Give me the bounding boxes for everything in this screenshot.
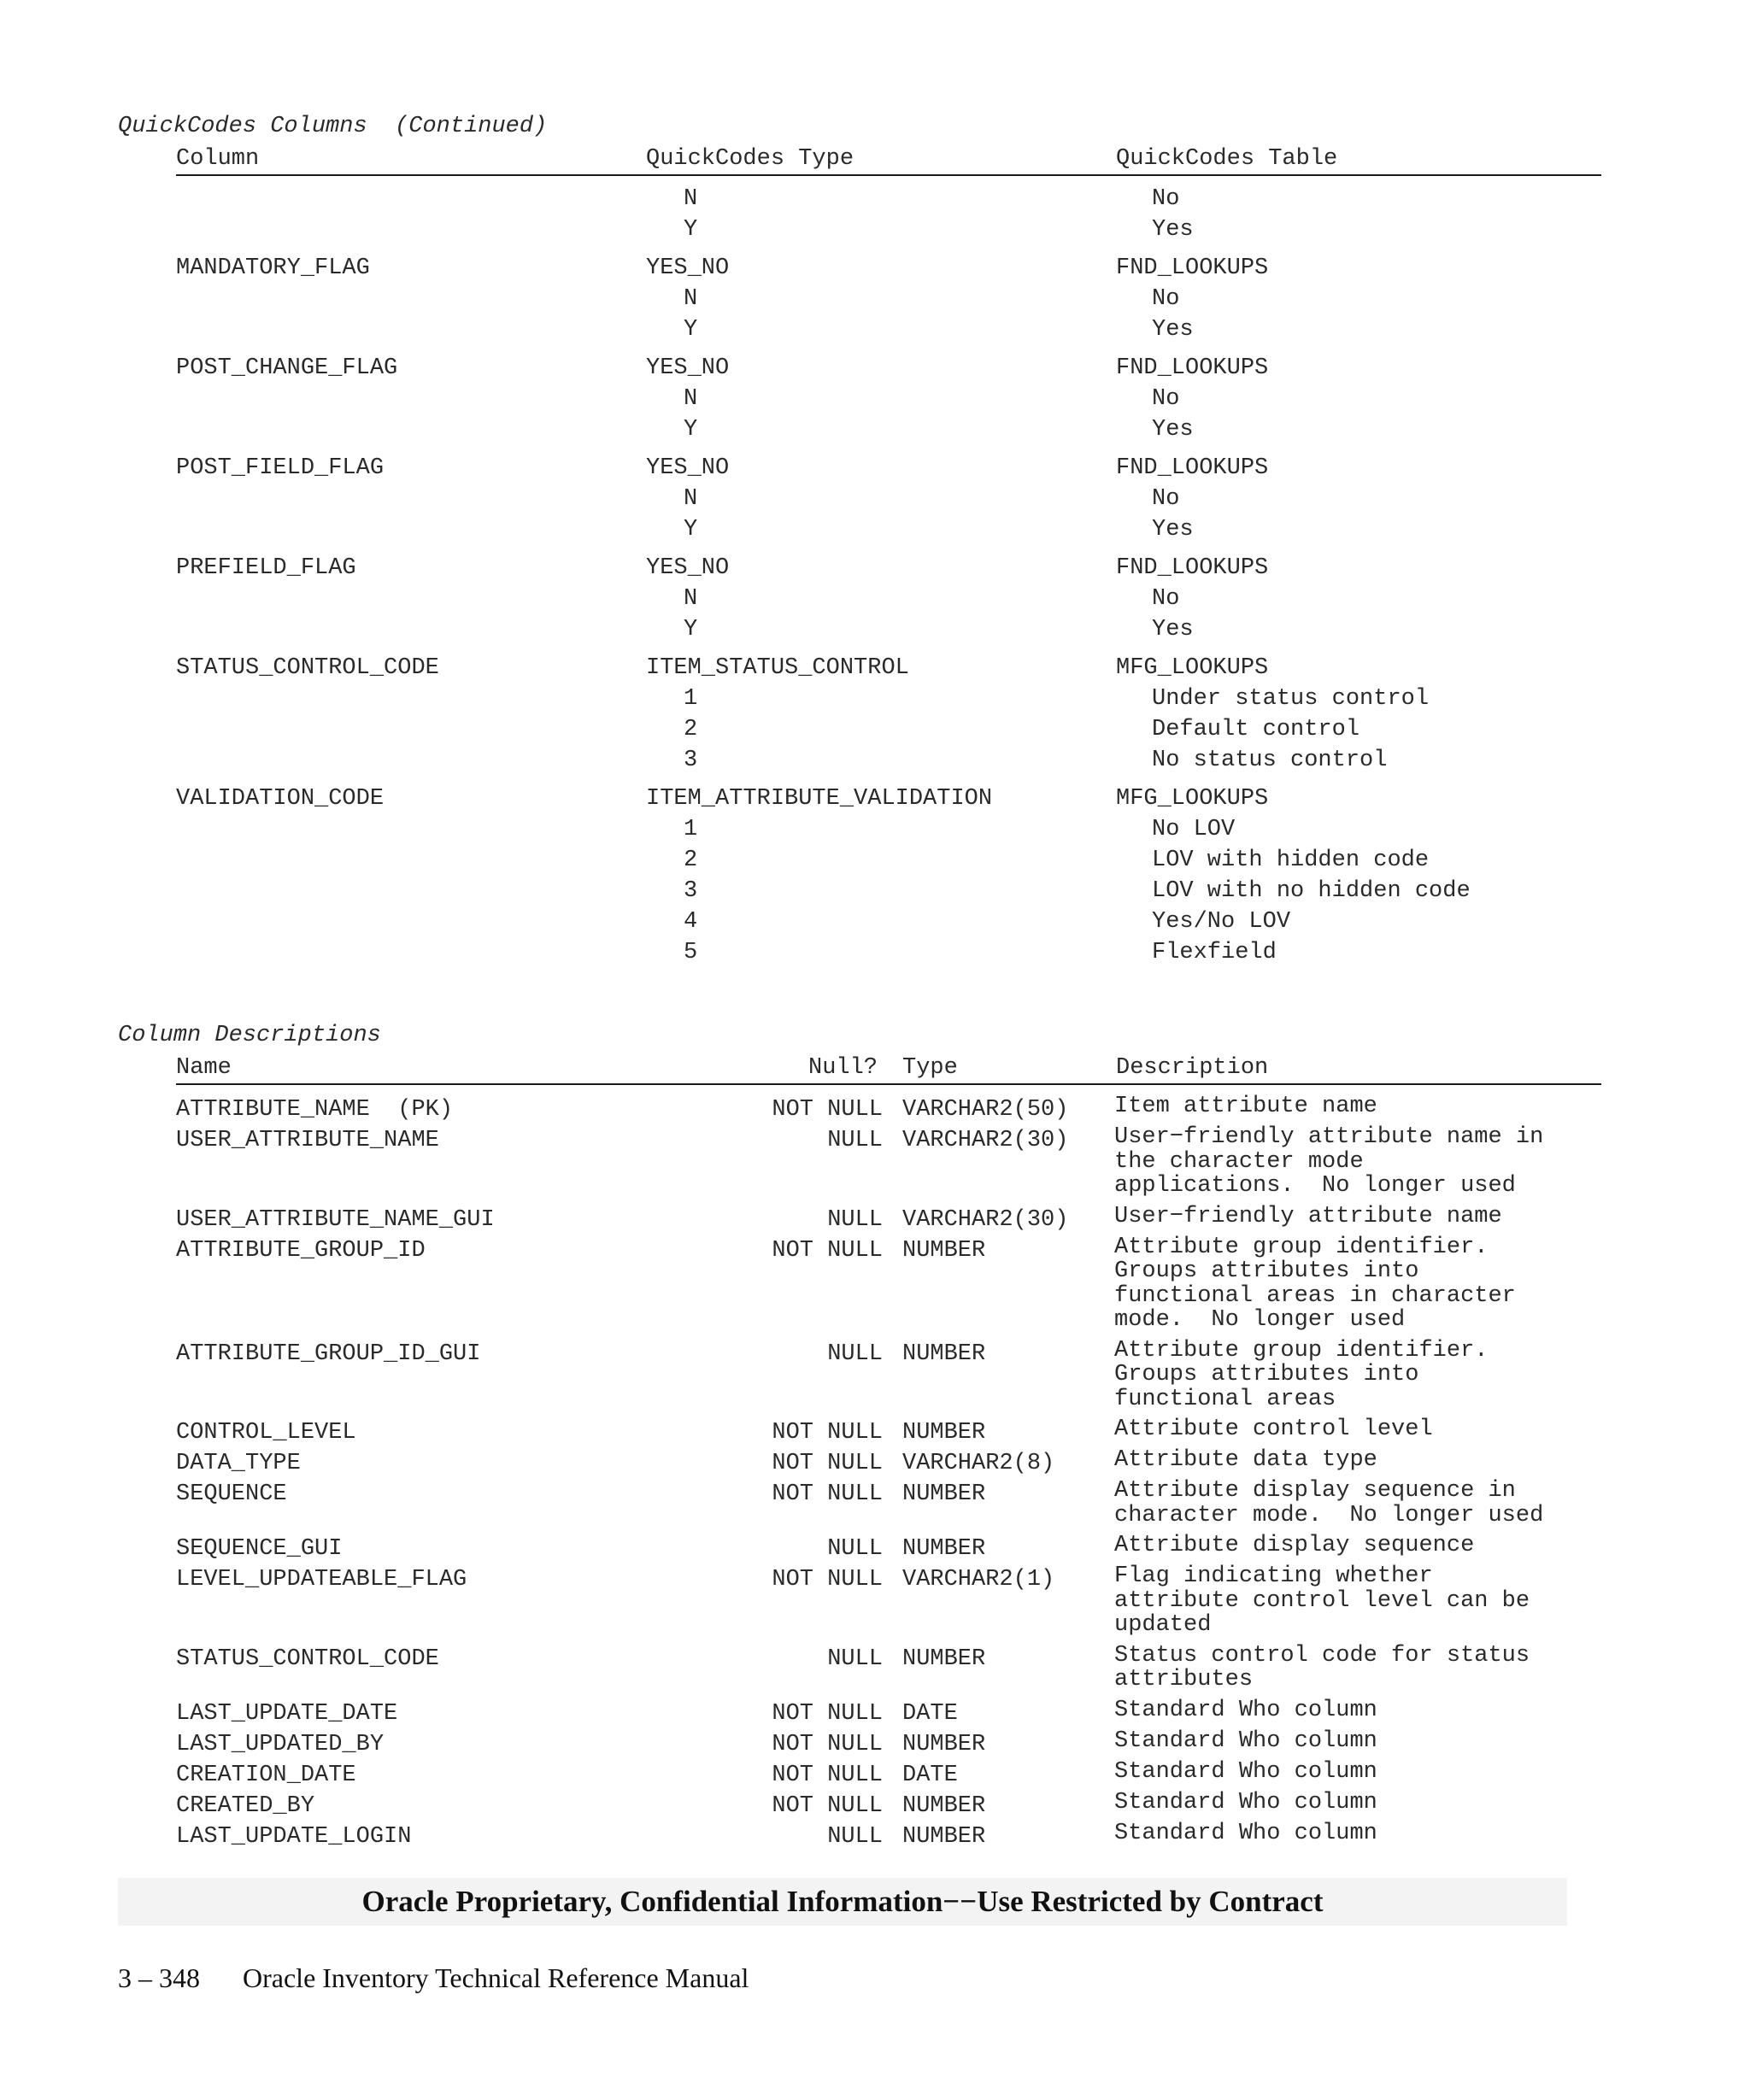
column-nullability: NULL — [827, 1128, 883, 1153]
column-name: STATUS_CONTROL_CODE — [176, 1645, 439, 1672]
table-row — [176, 1791, 1601, 1821]
column-description — [1114, 1417, 1601, 1442]
column-type: NUMBER — [902, 1237, 986, 1264]
quickcode-table: FND_LOOKUPS — [1116, 355, 1269, 381]
description-line: Flag indicating whether — [1114, 1563, 1433, 1589]
description-line: updated — [1114, 1612, 1212, 1638]
description-line: Standard Who column — [1114, 1728, 1377, 1754]
column-type: DATE — [902, 1762, 958, 1788]
quickcode-value-meaning: Yes — [1152, 217, 1194, 243]
column-name: ATTRIBUTE_GROUP_ID — [176, 1237, 426, 1264]
column-type: NUMBER — [902, 1340, 986, 1367]
column-type: NUMBER — [902, 1645, 986, 1672]
quickcode-value-meaning: No — [1152, 186, 1180, 212]
column-description — [1114, 1564, 1601, 1638]
table-row — [176, 1729, 1601, 1760]
quickcode-value-meaning: Default control — [1152, 717, 1360, 742]
quickcode-column-name: STATUS_CONTROL_CODE — [176, 655, 439, 681]
quickcode-value-code: Y — [684, 417, 698, 443]
column-nullability: NOT NULL — [772, 1451, 883, 1476]
quickcode-value-code: N — [684, 486, 698, 512]
column-name: SEQUENCE — [176, 1481, 287, 1507]
description-line: attributes — [1114, 1667, 1254, 1692]
column-nullability: NOT NULL — [772, 1420, 883, 1446]
quickcode-value-row — [176, 314, 1601, 345]
quickcode-table: FND_LOOKUPS — [1116, 255, 1269, 281]
column-description — [1114, 1479, 1601, 1528]
column-type: VARCHAR2(8) — [902, 1451, 1055, 1476]
column-nullability: NULL — [827, 1823, 883, 1850]
description-line: functional areas in character — [1114, 1282, 1516, 1309]
quickcode-value-meaning: No — [1152, 386, 1180, 412]
header-description: Description — [1116, 1055, 1269, 1081]
column-name: LAST_UPDATED_BY — [176, 1731, 385, 1757]
header-column: Column — [176, 146, 260, 172]
header-null: Null? — [808, 1055, 878, 1081]
quickcode-value-row — [176, 683, 1601, 714]
quickcode-column-name: POST_FIELD_FLAG — [176, 455, 385, 481]
quickcode-value-meaning: Yes — [1152, 617, 1194, 642]
quickcode-group-header — [176, 453, 1601, 484]
column-nullability: NOT NULL — [772, 1567, 883, 1593]
quickcode-group — [176, 553, 1601, 645]
column-description — [1114, 1125, 1601, 1199]
quickcode-value-row — [176, 284, 1601, 314]
description-line: User−friendly attribute name in — [1114, 1124, 1544, 1150]
quickcode-value-code: 2 — [684, 848, 698, 873]
quickcode-value-code: Y — [684, 317, 698, 343]
table-row — [176, 1821, 1601, 1852]
quickcode-column-name: POST_CHANGE_FLAG — [176, 355, 398, 381]
column-description — [1114, 1698, 1601, 1723]
quickcode-value-row — [176, 614, 1601, 645]
quickcode-column-name: VALIDATION_CODE — [176, 786, 385, 812]
description-line: Standard Who column — [1114, 1697, 1377, 1723]
quickcode-value-code: Y — [684, 517, 698, 543]
quickcode-value-code: N — [684, 386, 698, 412]
confidentiality-banner: Oracle Proprietary, Confidential Information−−Use Restricted by Contract — [118, 1878, 1567, 1926]
quickcode-group — [176, 184, 1601, 245]
column-type: VARCHAR2(50) — [902, 1097, 1069, 1123]
quickcode-value-row — [176, 876, 1601, 906]
column-description — [1114, 1339, 1601, 1412]
quickcode-type: YES_NO — [646, 555, 730, 581]
quickcode-value-row — [176, 814, 1601, 845]
quickcode-group-header — [176, 553, 1601, 584]
column-nullability: NOT NULL — [772, 1792, 883, 1819]
quickcodes-table-body — [176, 184, 1601, 976]
quickcode-type: ITEM_ATTRIBUTE_VALIDATION — [646, 786, 993, 812]
column-name: LAST_UPDATE_DATE — [176, 1700, 398, 1727]
column-name: USER_ATTRIBUTE_NAME — [176, 1128, 439, 1153]
quickcode-value-row — [176, 584, 1601, 614]
column-nullability: NULL — [827, 1340, 883, 1367]
table-row — [176, 1479, 1601, 1534]
description-line: Attribute display sequence in — [1114, 1478, 1516, 1504]
table-row — [176, 1125, 1601, 1205]
description-line: Standard Who column — [1114, 1789, 1377, 1816]
quickcode-value-row — [176, 845, 1601, 876]
quickcode-group — [176, 783, 1601, 968]
header-type: Type — [902, 1055, 958, 1081]
column-description — [1114, 1448, 1601, 1473]
quickcode-type: YES_NO — [646, 355, 730, 381]
column-nullability: NOT NULL — [772, 1097, 883, 1123]
column-description — [1114, 1644, 1601, 1692]
quickcode-value-row — [176, 184, 1601, 214]
description-line: Attribute group identifier. — [1114, 1234, 1489, 1260]
quickcode-value-code: 1 — [684, 686, 698, 712]
column-type: VARCHAR2(1) — [902, 1567, 1055, 1593]
description-line: Attribute display sequence — [1114, 1533, 1475, 1558]
quickcode-value-row — [176, 514, 1601, 545]
column-nullability: NOT NULL — [772, 1481, 883, 1507]
column-type: NUMBER — [902, 1792, 986, 1819]
quickcodes-caption: QuickCodes Columns (Continued) — [118, 114, 548, 139]
quickcode-type: YES_NO — [646, 255, 730, 281]
description-line: Item attribute name — [1114, 1094, 1377, 1119]
column-name: LAST_UPDATE_LOGIN — [176, 1823, 412, 1850]
quickcode-value-row — [176, 937, 1601, 968]
column-name: ATTRIBUTE_GROUP_ID_GUI — [176, 1340, 481, 1367]
column-nullability: NOT NULL — [772, 1731, 883, 1757]
quickcode-table: MFG_LOOKUPS — [1116, 655, 1269, 681]
quickcode-group — [176, 353, 1601, 445]
column-name: LEVEL_UPDATEABLE_FLAG — [176, 1567, 467, 1593]
column-descriptions-header — [176, 1053, 1601, 1085]
column-name: CREATION_DATE — [176, 1762, 356, 1788]
table-row — [176, 1534, 1601, 1564]
quickcode-table: MFG_LOOKUPS — [1116, 786, 1269, 812]
header-name: Name — [176, 1055, 232, 1081]
quickcode-value-meaning: No status control — [1152, 748, 1388, 773]
quickcode-group-header — [176, 653, 1601, 683]
column-description — [1114, 1094, 1601, 1119]
quickcode-group-header — [176, 783, 1601, 814]
column-nullability: NULL — [827, 1536, 883, 1562]
quickcode-value-row — [176, 745, 1601, 776]
quickcode-value-code: 3 — [684, 878, 698, 904]
quickcode-value-row — [176, 384, 1601, 414]
quickcode-value-meaning: No LOV — [1152, 817, 1236, 842]
header-quickcodes-type: QuickCodes Type — [646, 146, 854, 172]
description-line: attribute control level can be — [1114, 1587, 1530, 1614]
column-nullability: NOT NULL — [772, 1237, 883, 1264]
column-type: NUMBER — [902, 1536, 986, 1562]
quickcode-value-code: N — [684, 586, 698, 612]
description-line: Standard Who column — [1114, 1758, 1377, 1785]
column-description — [1114, 1205, 1601, 1229]
column-type: DATE — [902, 1700, 958, 1727]
column-type: NUMBER — [902, 1823, 986, 1850]
description-line: the character mode — [1114, 1148, 1364, 1175]
quickcodes-header — [176, 144, 1601, 176]
description-line: Attribute data type — [1114, 1447, 1377, 1473]
quickcode-value-code: 4 — [684, 909, 698, 935]
quickcode-group — [176, 453, 1601, 545]
quickcode-value-code: Y — [684, 617, 698, 642]
table-row — [176, 1235, 1601, 1339]
quickcode-value-meaning: Yes — [1152, 417, 1194, 443]
column-description — [1114, 1821, 1601, 1846]
table-row — [176, 1448, 1601, 1479]
column-description — [1114, 1235, 1601, 1333]
column-descriptions-caption: Column Descriptions — [118, 1023, 381, 1048]
quickcode-value-code: N — [684, 286, 698, 312]
quickcode-type: YES_NO — [646, 455, 730, 481]
quickcode-value-code: N — [684, 186, 698, 212]
quickcode-value-code: 5 — [684, 940, 698, 965]
table-row — [176, 1205, 1601, 1235]
description-line: applications. No longer used — [1114, 1173, 1516, 1199]
column-nullability: NOT NULL — [772, 1700, 883, 1727]
quickcode-group — [176, 253, 1601, 345]
quickcode-type: ITEM_STATUS_CONTROL — [646, 655, 909, 681]
quickcode-value-code: 2 — [684, 717, 698, 742]
table-row — [176, 1760, 1601, 1791]
quickcode-group-header — [176, 253, 1601, 284]
description-line: Attribute control level — [1114, 1417, 1433, 1442]
column-descriptions-table-body — [176, 1094, 1601, 1852]
quickcode-value-row — [176, 906, 1601, 937]
quickcode-value-row — [176, 414, 1601, 445]
column-name: CREATED_BY — [176, 1792, 315, 1819]
table-row — [176, 1094, 1601, 1125]
quickcode-group — [176, 653, 1601, 776]
quickcode-table: FND_LOOKUPS — [1116, 455, 1269, 481]
quickcode-value-meaning: No — [1152, 486, 1180, 512]
quickcode-value-meaning: Under status control — [1152, 686, 1430, 712]
column-description — [1114, 1729, 1601, 1754]
column-name: USER_ATTRIBUTE_NAME_GUI — [176, 1206, 495, 1233]
column-nullability: NOT NULL — [772, 1762, 883, 1788]
quickcode-column-name: MANDATORY_FLAG — [176, 255, 370, 281]
column-description — [1114, 1760, 1601, 1785]
description-line: Groups attributes into — [1114, 1362, 1419, 1387]
column-type: NUMBER — [902, 1731, 986, 1757]
quickcode-value-meaning: Yes/No LOV — [1152, 909, 1291, 935]
quickcode-group-header — [176, 353, 1601, 384]
quickcode-value-meaning: No — [1152, 586, 1180, 612]
quickcode-value-row — [176, 484, 1601, 514]
table-row — [176, 1644, 1601, 1698]
quickcode-value-meaning: Yes — [1152, 517, 1194, 543]
column-name: ATTRIBUTE_NAME (PK) — [176, 1097, 454, 1123]
quickcode-value-meaning: LOV with hidden code — [1152, 848, 1430, 873]
column-name: SEQUENCE_GUI — [176, 1536, 343, 1562]
manual-title: Oracle Inventory Technical Reference Manual — [243, 1962, 749, 1993]
description-line: User−friendly attribute name — [1114, 1203, 1502, 1229]
quickcode-value-code: 1 — [684, 817, 698, 842]
quickcode-value-code: Y — [684, 217, 698, 243]
quickcode-value-meaning: LOV with no hidden code — [1152, 878, 1471, 904]
table-row — [176, 1417, 1601, 1448]
quickcode-table: FND_LOOKUPS — [1116, 555, 1269, 581]
quickcode-value-meaning: Flexfield — [1152, 940, 1277, 965]
column-type: NUMBER — [902, 1420, 986, 1446]
table-row — [176, 1564, 1601, 1644]
description-line: Groups attributes into — [1114, 1258, 1419, 1284]
page-footer — [118, 1961, 749, 1995]
column-name: DATA_TYPE — [176, 1451, 301, 1476]
table-row — [176, 1339, 1601, 1418]
quickcode-value-row — [176, 714, 1601, 745]
quickcode-value-meaning: Yes — [1152, 317, 1194, 343]
column-description — [1114, 1534, 1601, 1558]
quickcode-value-code: 3 — [684, 748, 698, 773]
column-name: CONTROL_LEVEL — [176, 1420, 356, 1446]
description-line: character mode. No longer used — [1114, 1502, 1544, 1528]
column-nullability: NULL — [827, 1645, 883, 1672]
description-line: functional areas — [1114, 1386, 1336, 1412]
description-line: Standard Who column — [1114, 1820, 1377, 1846]
description-line: Status control code for status — [1114, 1642, 1530, 1669]
column-type: VARCHAR2(30) — [902, 1206, 1069, 1233]
header-quickcodes-table: QuickCodes Table — [1116, 146, 1338, 172]
column-type: VARCHAR2(30) — [902, 1128, 1069, 1153]
quickcode-column-name: PREFIELD_FLAG — [176, 555, 356, 581]
description-line: mode. No longer used — [1114, 1307, 1406, 1333]
table-row — [176, 1698, 1601, 1729]
quickcode-value-meaning: No — [1152, 286, 1180, 312]
page-number: 3 – 348 — [118, 1962, 200, 1993]
column-type: NUMBER — [902, 1481, 986, 1507]
quickcode-value-row — [176, 214, 1601, 245]
description-line: Attribute group identifier. — [1114, 1337, 1489, 1364]
column-description — [1114, 1791, 1601, 1816]
column-nullability: NULL — [827, 1206, 883, 1233]
